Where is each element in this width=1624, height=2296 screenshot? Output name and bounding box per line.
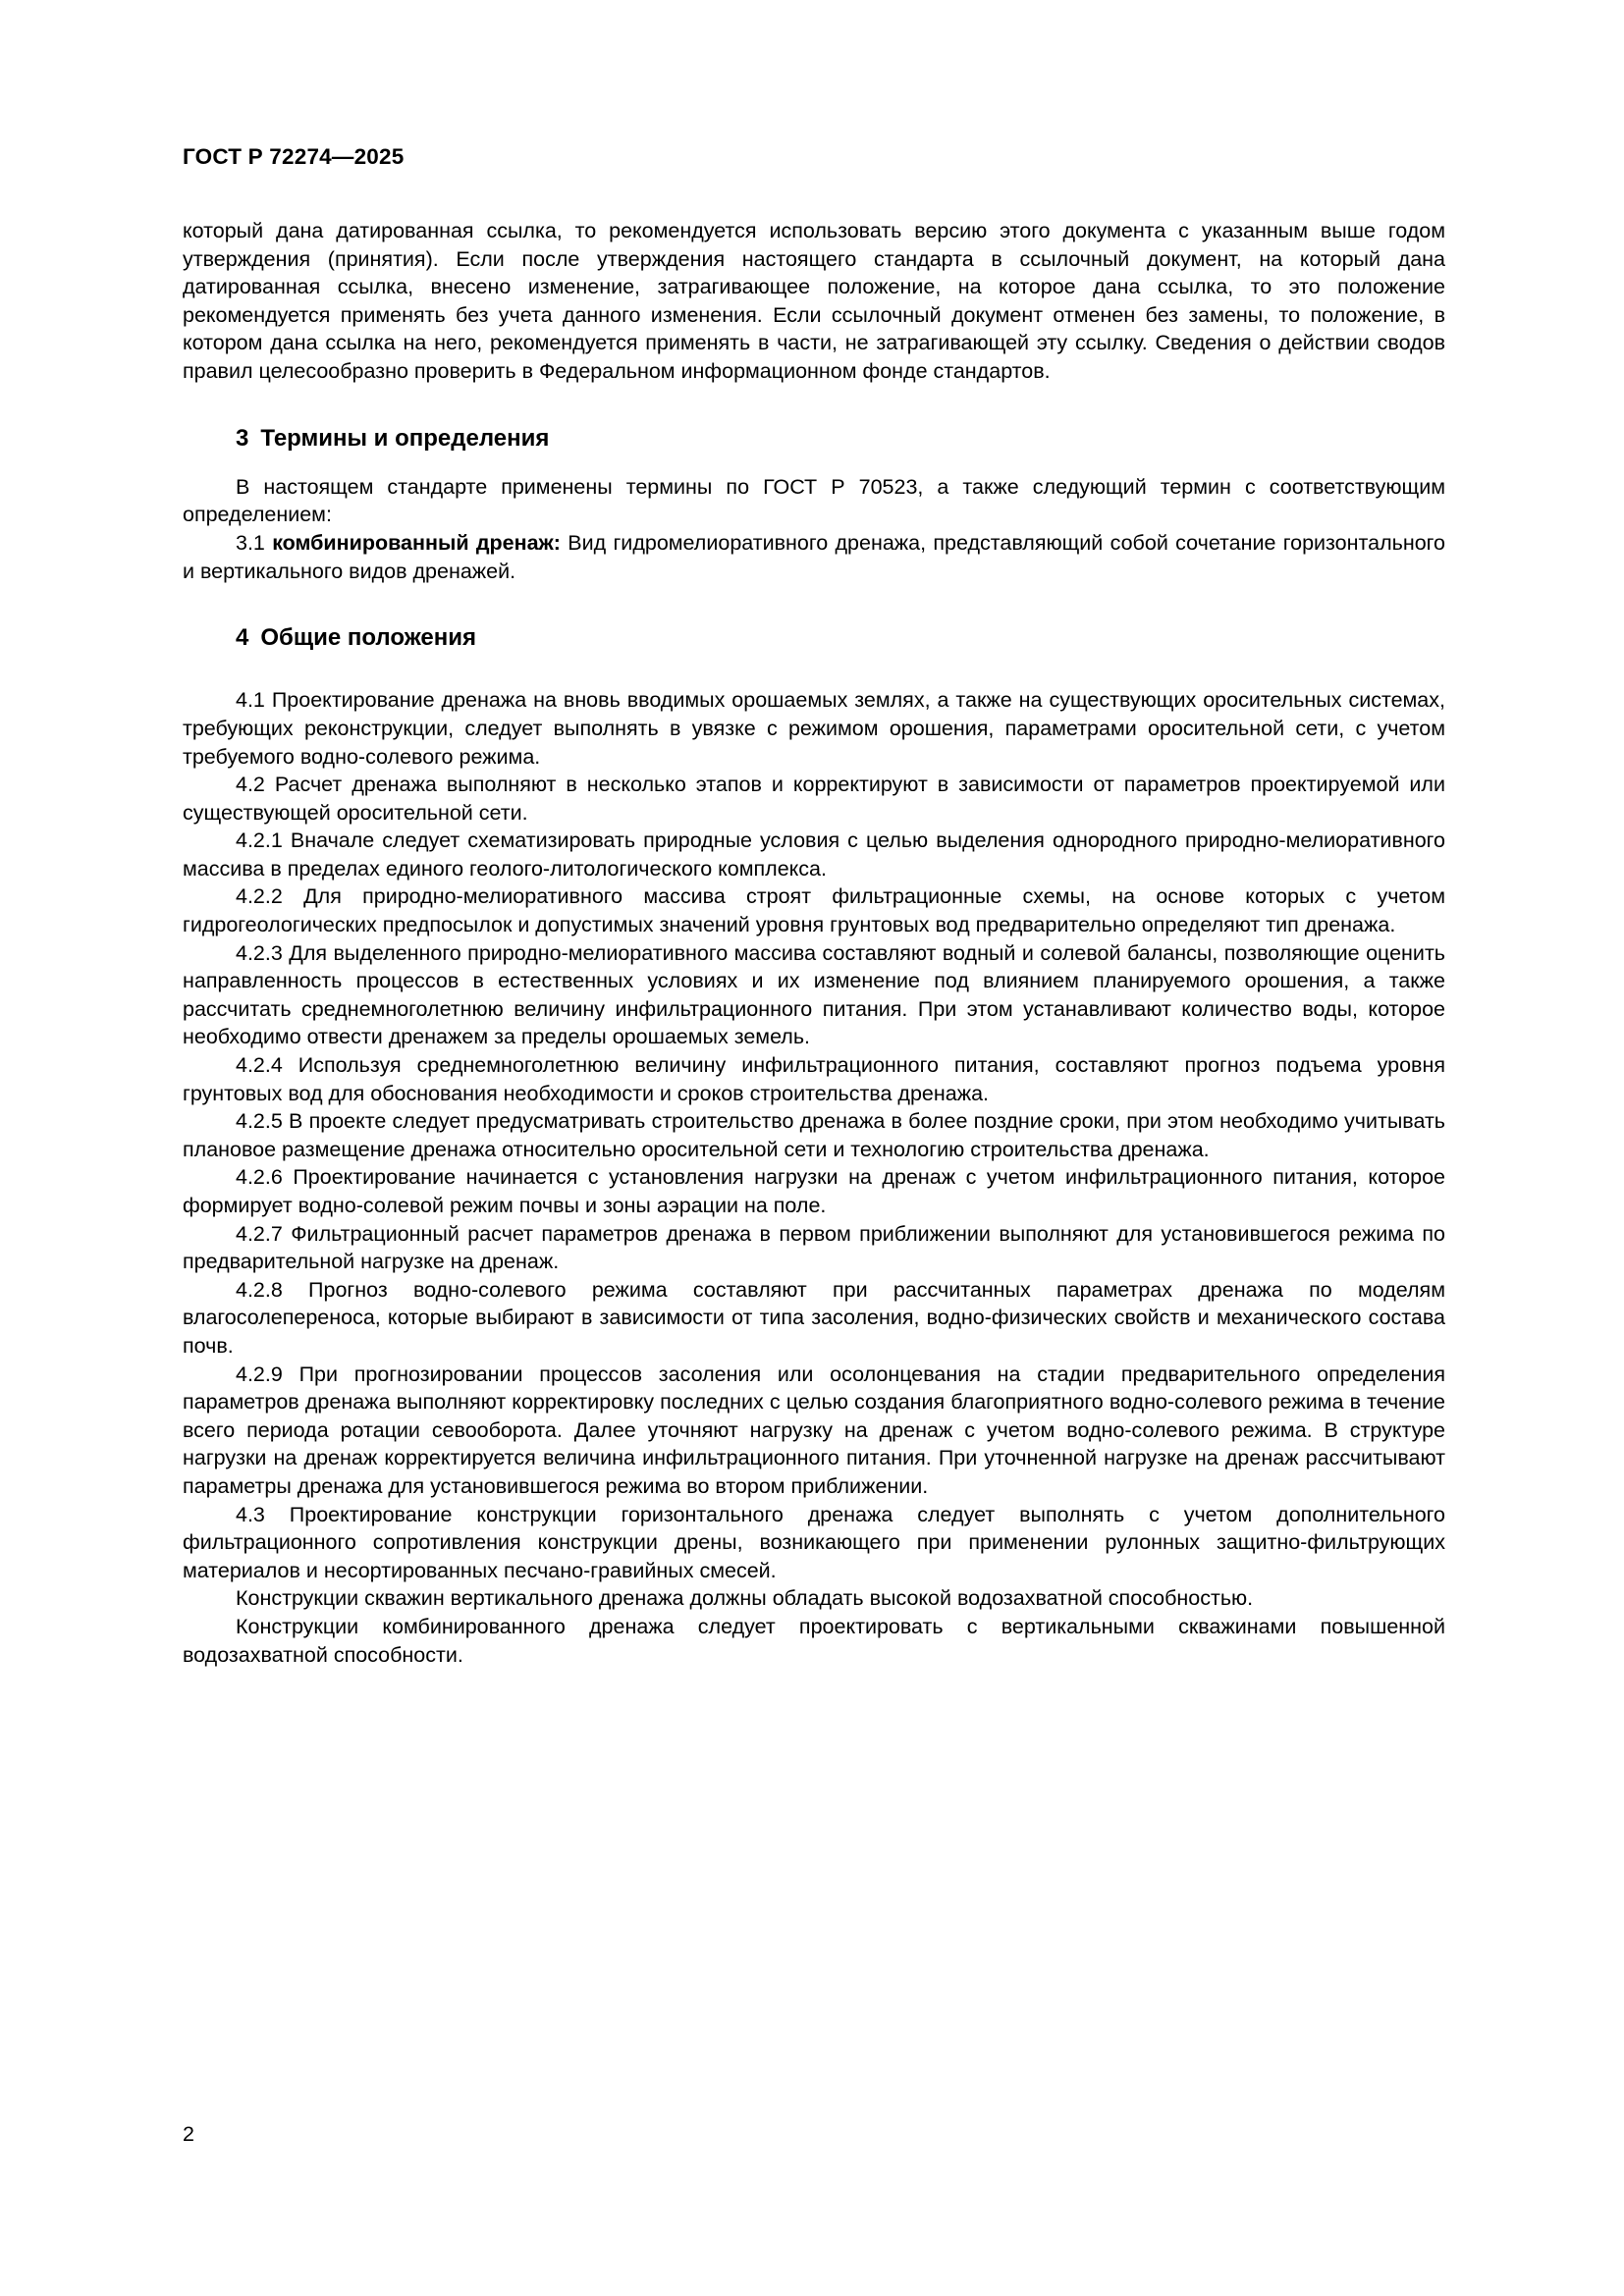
page-number: 2	[183, 2122, 194, 2146]
section4-paragraph: 4.2.2 Для природно-мелиоративного массива строят фильтрационные схемы, на основе которых с учетом гидрогеологических предпосылок и допустимых значений уровня грунтовых вод предварительно определяют тип дренажа.	[183, 884, 1445, 937]
standard-header: ГОСТ Р 72274—2025	[183, 144, 405, 169]
section4-paragraph: 4.2.5 В проекте следует предусматривать строительство дренажа в более поздние сроки, при этом необходимо учитывать плановое размещение дренажа относительно оросительной сети и технологию строительства дренажа.	[183, 1109, 1445, 1161]
section4-paragraph: 4.2.3 Для выделенного природно-мелиоративного массива составляют водный и солевой балансы, позволяющие оценить направленность процессов в естественных условиях и их изменение под влиянием планируемого орошения, а также рассчитать среднемноголетнюю величину инфильтрационного питания. При этом устанавливают количество воды, которое необходимо отвести дренажем за пределы орошаемых земель.	[183, 940, 1445, 1049]
section4-paragraph: 4.2.4 Используя среднемноголетнюю величину инфильтрационного питания, составляют прогноз подъема уровня грунтовых вод для обоснования необходимости и сроков строительства дренажа.	[183, 1053, 1445, 1105]
section-number-3: 3	[236, 424, 249, 452]
intro-paragraph: который дана датированная ссылка, то рекомендуется использовать версию этого документа с указанным выше годом утверждения (принятия). Если после утверждения настоящего стандарта в ссылочный документ, на который дана датированная ссылка, внесено изменение, затрагивающее положение, на которое дана ссылка, то это положение рекомендуется применять без учета данного изменения. Если ссылочный документ отменен без замены, то положение, в котором дана ссылка на него, рекомендуется применять в части, не затрагивающей эту ссылку. Сведения о действии сводов правил целесообразно проверить в Федеральном информационном фонде стандартов.	[183, 219, 1445, 383]
section4-paragraph: 4.3 Проектирование конструкции горизонтального дренажа следует выполнять с учетом дополнительного фильтрационного сопротивления конструкции дрены, возникающего при применении рулонных защитно-фильтрующих материалов и несортированных песчано-гравийных смесей.	[183, 1502, 1445, 1582]
section-title-3: Термины и определения	[260, 424, 550, 452]
section4-paragraph: 4.2.7 Фильтрационный расчет параметров дренажа в первом приближении выполняют для установившегося режима по предварительной нагрузке на дренаж.	[183, 1221, 1445, 1274]
section-number-4: 4	[236, 624, 249, 652]
section-heading-4	[183, 622, 1445, 653]
section4-paragraph: 4.1 Проектирование дренажа на вновь вводимых орошаемых землях, а также на существующих оросительных системах, требующих реконструкции, следует выполнять в увязке с режимом орошения, параметрами оросительной сети, с учетом требуемого водно-солевого режима.	[183, 688, 1445, 769]
term-number: 3.1	[236, 530, 265, 555]
section4-paragraph: Конструкции скважин вертикального дренажа должны обладать высокой водозахватной способностью.	[236, 1586, 1254, 1611]
page-content	[183, 143, 1445, 1669]
section4-paragraph: Конструкции комбинированного дренажа следует проектировать с вертикальными скважинами повышенной водозахватной способности.	[183, 1614, 1445, 1667]
section-title-4: Общие положения	[260, 624, 477, 652]
section3-term-definition	[183, 529, 1445, 585]
section4-paragraph: 4.2 Расчет дренажа выполняют в несколько этапов и корректируют в зависимости от параметров проектируемой или существующей оросительной сети.	[183, 773, 1445, 825]
section4-paragraph: 4.2.6 Проектирование начинается с установления нагрузки на дренаж с учетом инфильтрационного питания, которое формирует водно-солевой режим почвы и зоны аэрации на поле.	[183, 1165, 1445, 1217]
section4-paragraph: 4.2.8 Прогноз водно-солевого режима составляют при рассчитанных параметрах дренажа по моделям влагосолепереноса, которые выбирают в зависимости от типа засоления, водно-физических свойств и механического состава почв.	[183, 1277, 1445, 1358]
term-definition-text: Вид гидромелиоративного дренажа, представляющий собой сочетание горизонтального и вертикального видов дренажей.	[183, 530, 1445, 583]
section4-paragraph: 4.2.1 Вначале следует схематизировать природные условия с целью выделения однородного природно-мелиоративного массива в пределах единого геолого-литологического комплекса.	[183, 828, 1445, 881]
section4-paragraph: 4.2.9 При прогнозировании процессов засоления или осолонцевания на стадии предварительного определения параметров дренажа выполняют корректировку последних с целью создания благоприятного водно-солевого режима в течение всего периода ротации севооборота. Далее уточняют нагрузку на дренаж с учетом водно-солевого режима. В структуре нагрузки на дренаж корректируется величина инфильтрационного питания. При уточненной нагрузке на дренаж рассчитывают параметры дренажа для установившегося режима во втором приближении.	[183, 1362, 1445, 1498]
term-name: комбинированный дренаж:	[272, 530, 561, 555]
spacer	[183, 672, 1445, 686]
section3-paragraph-1: В настоящем стандарте применены термины по ГОСТ Р 70523, а также следующий термин с соответствующим определением:	[183, 474, 1445, 527]
section-heading-3	[183, 423, 1445, 454]
